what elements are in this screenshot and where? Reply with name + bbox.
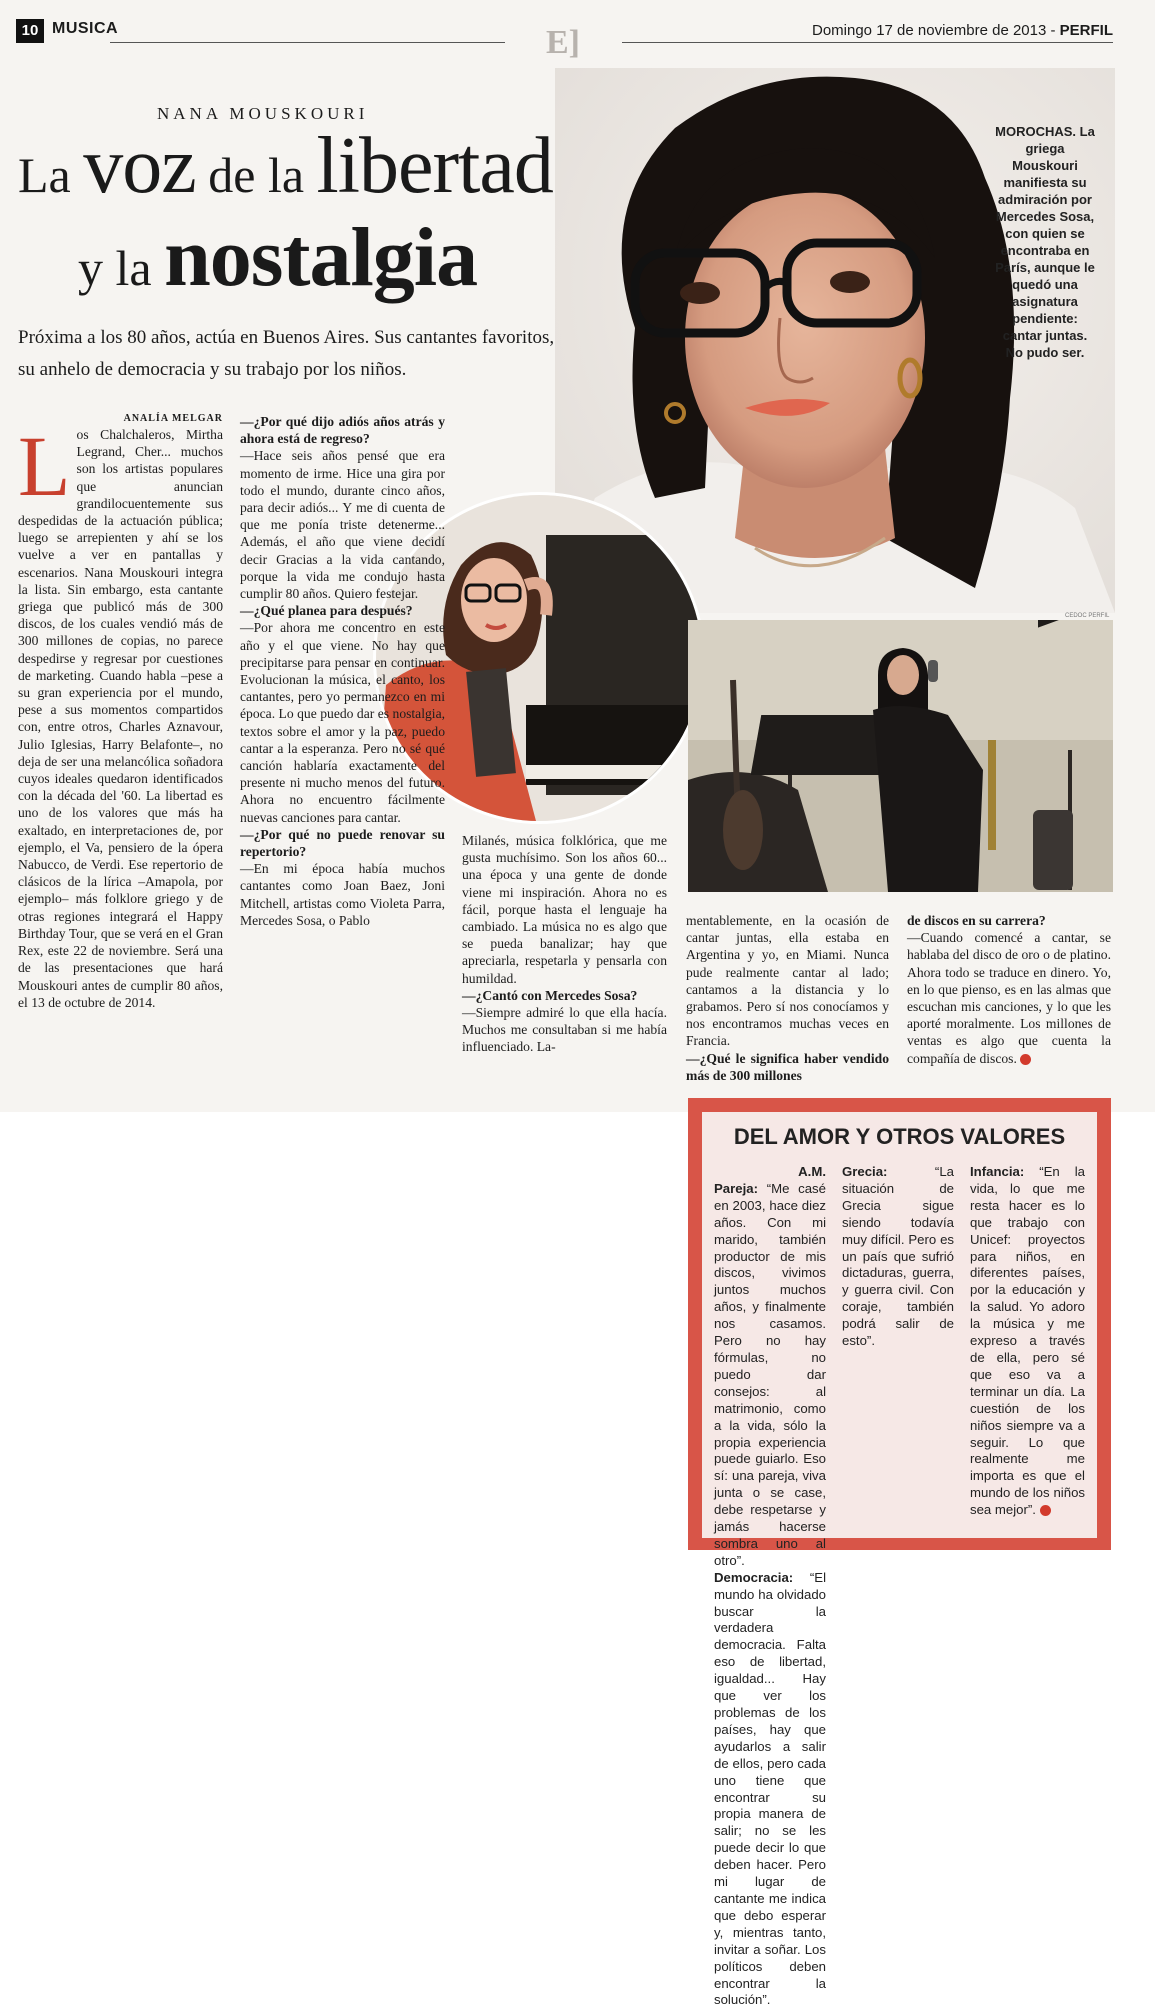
headline-word: nostalgia	[164, 211, 478, 304]
article-column-3	[462, 832, 667, 1056]
sidebar-entry	[714, 1570, 826, 2009]
entry-text: “El mundo ha olvidado buscar la verdadera democracia. Falta eso de libertad, igualdad... Hay que ver los problemas de los países, hay que ayudarlos a salir de ellos, pero cada uno tiene que encontrar su propia manera de salir; no se les puede decir lo que deben hacer. Pero mi lugar de cantante me indica que debo esperar y, mientras tanto, invitar a soñar. Los políticos deben encontrar la solución”.	[714, 1569, 826, 2008]
interview-answer: Milanés, música folklórica, que me gusta muchísimo. Son los años 60... una época y una gente de donde viene mi inspiración. Ahora no es fácil, porque hasta el lenguaje ha cambiado. La música no es algo que se pueda banalizar; hay que apreciarla, respetarla y pensarla con humildad.	[462, 833, 667, 986]
headline-word: voz	[83, 122, 196, 210]
interview-question: —¿Por qué no puede renovar su repertorio?	[240, 826, 445, 860]
photo-caption	[993, 123, 1097, 361]
entry-label: Democracia:	[714, 1569, 794, 1585]
interview-question: —¿Cantó con Mercedes Sosa?	[462, 987, 638, 1003]
byline: ANALÍA MELGAR	[123, 413, 223, 424]
interview-answer: —Siempre admiré lo que ella hacía. Muchos me consultaban si me había influenciado. La-	[462, 1005, 667, 1055]
sidebar-column-1	[714, 1164, 826, 2009]
sidebar-byline: A.M.	[798, 1164, 826, 1179]
date-text: Domingo 17 de noviembre de 2013 -	[812, 22, 1060, 39]
entry-label: Pareja:	[714, 1180, 758, 1196]
sidebar-column-3	[970, 1164, 1085, 1519]
entry-label: Grecia:	[842, 1164, 888, 1179]
drop-cap: L	[18, 418, 71, 514]
sidebar-entry	[714, 1181, 826, 1570]
masthead-logo: E]	[546, 24, 580, 61]
interview-question: —¿Qué le significa haber vendido más de 300 millones	[686, 1050, 889, 1083]
headline-line-1	[18, 122, 553, 210]
entry-text: “En la vida, lo que me resta hacer es lo que trabajo con Unicef: proyectos para niños, en diferentes países, por la educación y la salud. Yo adoro la música y me expreso a través de ella, pero sé que eso va a terminar un día. La cuestión de los niños siempre va a seguir. Lo que realmente me importa es que el mundo de los niños sea mejor”.	[970, 1164, 1085, 1518]
interview-answer: mentablemente, en la ocasión de cantar juntas, ella estaba en Argentina y yo, en Miami. Nunca pude realmente cantar al lado; cantamos a la distancia y lo grabamos. Pero sí nos conocíamos y nos encontramos muchas veces en Francia.	[686, 913, 889, 1049]
answer-text: —Cuando comencé a cantar, se hablaba del disco de oro o de platino. Ahora todo se traduce en dinero. Yo, en lo que pienso, es en las almas que escuchan mis canciones, y lo que les aporté moralmente. Los millones de ventas es algo que cuenta la compañía de discos.	[907, 930, 1111, 1066]
interview-question: —¿Por qué dijo adiós años atrás y ahora está de regreso?	[240, 414, 445, 447]
article-column-5	[907, 912, 1111, 1067]
sidebar-inner	[702, 1112, 1097, 2008]
header-rule-left	[110, 42, 505, 43]
header-rule-right	[622, 42, 1113, 43]
sidebar-box	[688, 1098, 1111, 2008]
interview-answer: —En mi época había muchos cantantes como Joan Baez, Joni Mitchell, artistas como Violeta Parra, Mercedes Sosa, o Pablo	[240, 861, 445, 928]
article-paragraph: os Chalchaleros, Mirtha Legrand, Cher... muchos son los artistas populares que anuncian grandilocuentemente sus despedidas de la actuación pública; luego se arrepienten y ahí se los vuelve a ver en pantallas y escenarios. Nana Mouskouri integra la lista. Sin embargo, esta cantante griega que publicó más de 300 discos, de los cuales vendió más de 300 millones de copias, no parece despedirse y regresar por cuestiones de marketing. Cuando habla –pese a su gran experiencia por el mundo, pese a sus momentos compartidos con, entre otros, Charles Aznavour, Julio Iglesias, Harry Belafonte–, no deja de ser una melancólica soñadora cuyos ideales quedaron identificados con la década del '60. La libertad es uno de los valores que más ha exaltado, en interpretaciones de, por ejemplo, el Va, pensiero de la ópera Nabucco, de Verdi. Ese repertorio de clásicos de la lírica –Amapola, por ejemplo– más folklore griego y de otras regiones integrará el Happy Birthday Tour, que se verá en el Gran Rex, este 22 de noviembre. Será una de las presentaciones que hará Mouskouri antes de cumplir 80 años, el 13 de octubre de 2014.	[18, 427, 223, 1010]
stage-photo	[688, 620, 1113, 892]
interview-question: de discos en su carrera?	[907, 913, 1046, 928]
page-number: 10	[16, 19, 44, 43]
entry-text: “La situación de Grecia sigue siendo todavía muy difícil. Pero es un país que sufrió dictaduras, guerra, y guerra civil. Con coraje, también podrá salir de esto”.	[842, 1164, 954, 1349]
headline-line-2	[78, 211, 478, 304]
dek: Próxima a los 80 años, actúa en Buenos Aires. Sus cantantes favoritos, su anhelo de democracia y su trabajo por los niños.	[18, 327, 555, 380]
caption-lead: MOROCHAS.	[995, 124, 1077, 139]
caption-text: La griega Mouskouri manifiesta su admiración por Mercedes Sosa, con quien se encontraba en París, aunque le quedó una asignatura pendiente: cantar juntas. No pudo ser.	[995, 124, 1095, 360]
sidebar-entry	[842, 1164, 954, 1350]
article-column-4	[686, 912, 889, 1084]
end-mark-icon	[1040, 1505, 1051, 1516]
sidebar-entry	[970, 1164, 1085, 1519]
sidebar-title: DEL AMOR Y OTROS VALORES	[733, 1124, 1066, 1149]
interview-question: —¿Qué planea para después?	[240, 603, 413, 619]
sidebar-column-2	[842, 1164, 954, 1538]
article-column-2	[240, 413, 445, 929]
photo-credit: CEDOC PERFIL	[1065, 613, 1110, 619]
section-name: MUSICA	[52, 20, 119, 37]
interview-answer	[907, 929, 1111, 1067]
entry-label: Infancia:	[970, 1164, 1025, 1179]
entry-text: “Me casé en 2003, hace diez años. Con mi marido, también productor de mis discos, vivimos juntos muchos años, y finalmente nos casamos. Pero no hay fórmulas, no puedo dar consejos: al matrimonio, como a la vida, sólo la propia experiencia puede guiarlo. Eso sí: una pareja, viva junta o se case, debe respetarse y jamás hacerse sombra uno al otro”.	[714, 1180, 826, 1568]
end-mark-icon	[1020, 1054, 1031, 1065]
article-column-1	[18, 413, 223, 1011]
headline-word: de la	[195, 147, 317, 203]
headline-word: La	[18, 147, 84, 203]
headline	[18, 122, 618, 306]
interview-answer: —Por ahora me concentro en este año y el que viene. No hay que precipitarse para pensar en continuar. Evolucionan la música, el canto, los cantantes, pero yo permanezco en mi época. Lo que puedo dar es nostalgia, textos sobre el amor y la paz, puedo cantar a la esperanza. Pero no sé qué canción hablaría exactamente del presente ni mucho menos del futuro. Ahora no encuentro fácilmente nuevas canciones para cantar.	[240, 620, 445, 825]
dateline	[812, 22, 1113, 39]
headline-word: y la	[78, 240, 165, 296]
publication-name: PERFIL	[1059, 22, 1113, 39]
headline-word: libertad	[316, 122, 553, 210]
interview-answer: —Hace seis años pensé que era momento de irme. Hice una gira por todo el mundo, durante cinco años, para decir adiós... Y me di cuenta de que me ponía triste detenerme... Además, el año que viene decidí decir Gracias a la vida cantando, porque la vida me condujo hasta cumplir 80 años. Quiero festejar.	[240, 448, 445, 602]
kicker: NANA MOUSKOURI	[157, 104, 369, 123]
